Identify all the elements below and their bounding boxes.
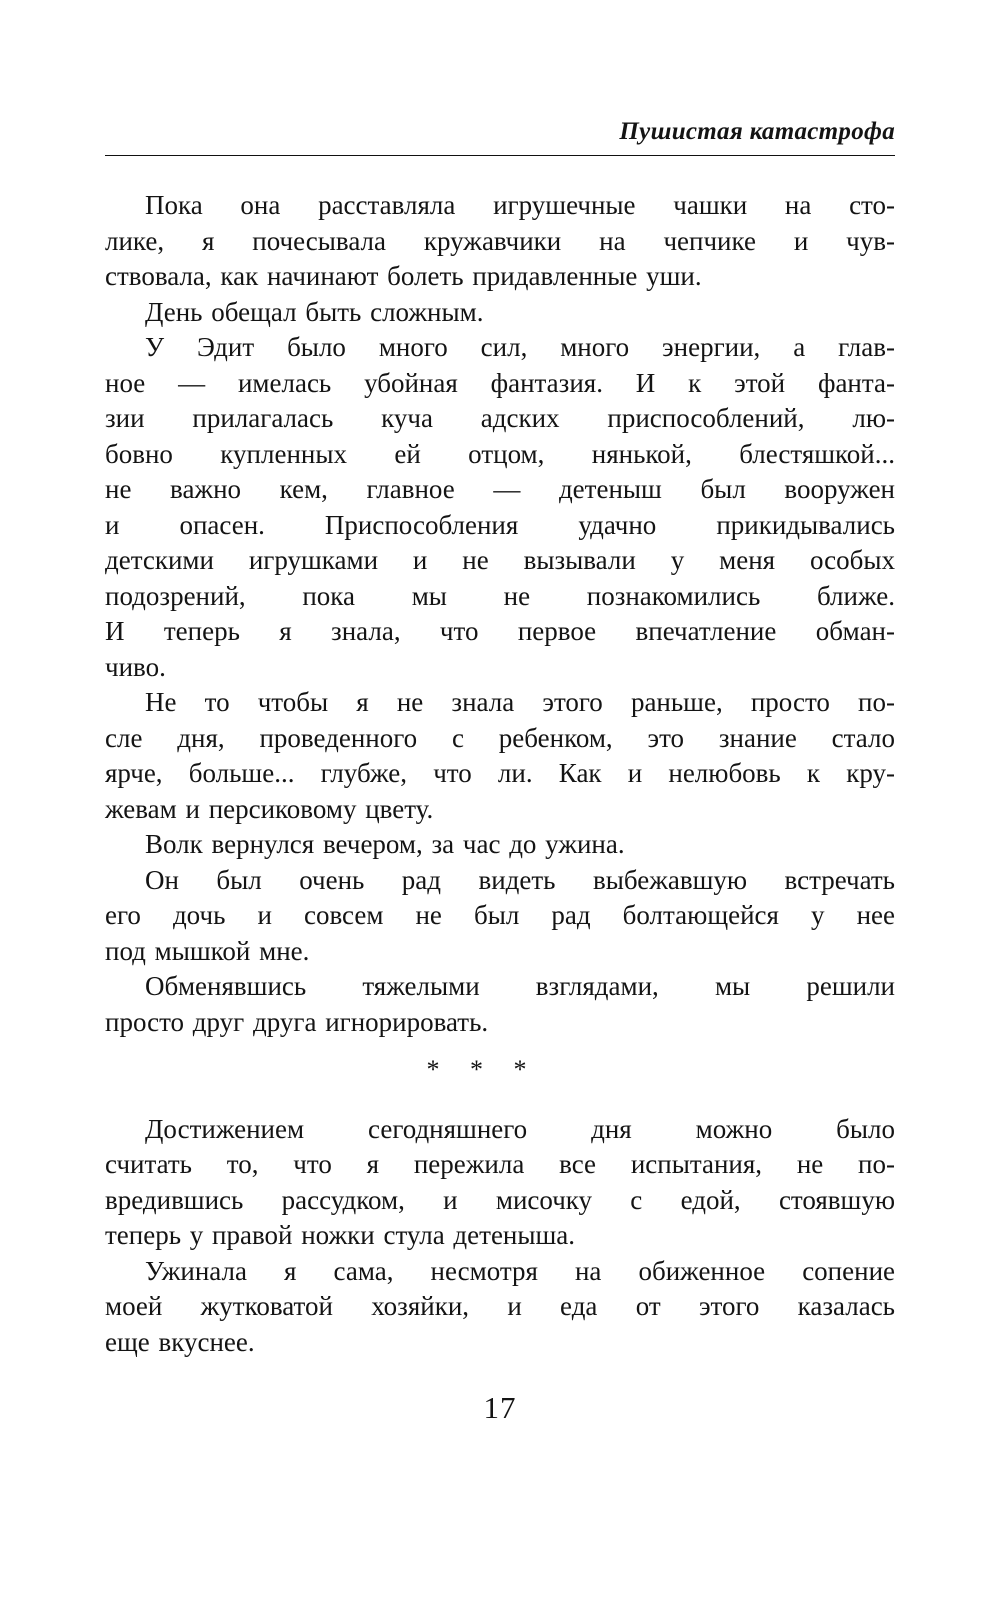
paragraph xyxy=(105,1254,895,1361)
page-header xyxy=(105,118,895,156)
text-line: жевам и персиковому цвету. xyxy=(105,793,434,824)
paragraph xyxy=(105,685,895,827)
text-line: его дочь и совсем не был рад болтающейся у нее xyxy=(105,900,895,930)
text-line: вредившись рассудком, и мисочку с едой, стоявшую xyxy=(105,1184,895,1215)
paragraph xyxy=(105,1112,895,1254)
text-line: не важно кем, главное — детеныш был вооружен xyxy=(105,474,895,504)
paragraph xyxy=(105,188,895,295)
text-line: Пока она расставляла игрушечные чашки на сто- xyxy=(145,190,895,220)
text-line: просто друг друга игнорировать. xyxy=(105,1006,489,1037)
text-line: ярче, больше... глубже, что ли. Как и нелюбовь к кру- xyxy=(105,758,895,788)
text-line: лике, я почесывала кружавчики на чепчике и чув- xyxy=(105,225,895,256)
text-line: ствовала, как начинают болеть придавленные уши. xyxy=(105,261,702,291)
paragraph xyxy=(105,295,895,331)
paragraph xyxy=(105,827,895,863)
text-line: под мышкой мне. xyxy=(105,935,310,966)
page-number: 17 xyxy=(483,1390,517,1425)
text-line: Волк вернулся вечером, за час до ужина. xyxy=(145,829,625,859)
text-line: Он был очень рад видеть выбежавшую встречать xyxy=(145,864,895,895)
text-block xyxy=(105,188,895,1360)
text-line: ное — имелась убойная фантазия. И к этой фанта- xyxy=(105,367,895,398)
text-line: Достижением сегодняшнего дня можно было xyxy=(145,1113,895,1144)
text-line: зии прилагалась куча адских приспособлений, лю- xyxy=(105,403,895,433)
text-line: У Эдит было много сил, много энергии, а глав- xyxy=(145,332,895,362)
text-line: чиво. xyxy=(105,651,166,682)
text-line: моей жутковатой хозяйки, и еда от этого казалась xyxy=(105,1291,895,1321)
paragraph xyxy=(105,330,895,685)
text-line: Не то чтобы я не знала этого раньше, просто по- xyxy=(145,687,895,717)
text-line: и опасен. Приспособления удачно прикидывались xyxy=(105,509,895,540)
running-head-title: Пушистая катастрофа xyxy=(619,118,895,145)
text-line: Ужинала я сама, несмотря на обиженное сопение xyxy=(145,1255,895,1286)
paragraph xyxy=(105,969,895,1040)
header-rule xyxy=(105,155,895,156)
text-line: сле дня, проведенного с ребенком, это знание стало xyxy=(105,722,895,753)
paragraph xyxy=(105,863,895,970)
text-line: бовно купленных ей отцом, нянькой, блестяшкой... xyxy=(105,438,895,469)
text-line: детскими игрушками и не вызывали у меня особых xyxy=(105,545,895,575)
text-line: Обменявшись тяжелыми взглядами, мы решили xyxy=(145,971,895,1001)
text-line: еще вкуснее. xyxy=(105,1326,255,1357)
page-footer xyxy=(105,1390,895,1426)
section-separator: * * * xyxy=(426,1055,529,1084)
text-line: И теперь я знала, что первое впечатление обман- xyxy=(105,616,895,646)
text-line: считать то, что я пережила все испытания, не по- xyxy=(105,1149,895,1179)
text-line: теперь у правой ножки стула детеныша. xyxy=(105,1220,576,1250)
text-line: День обещал быть сложным. xyxy=(145,296,484,327)
text-line: подозрений, пока мы не познакомились ближе. xyxy=(105,580,895,611)
